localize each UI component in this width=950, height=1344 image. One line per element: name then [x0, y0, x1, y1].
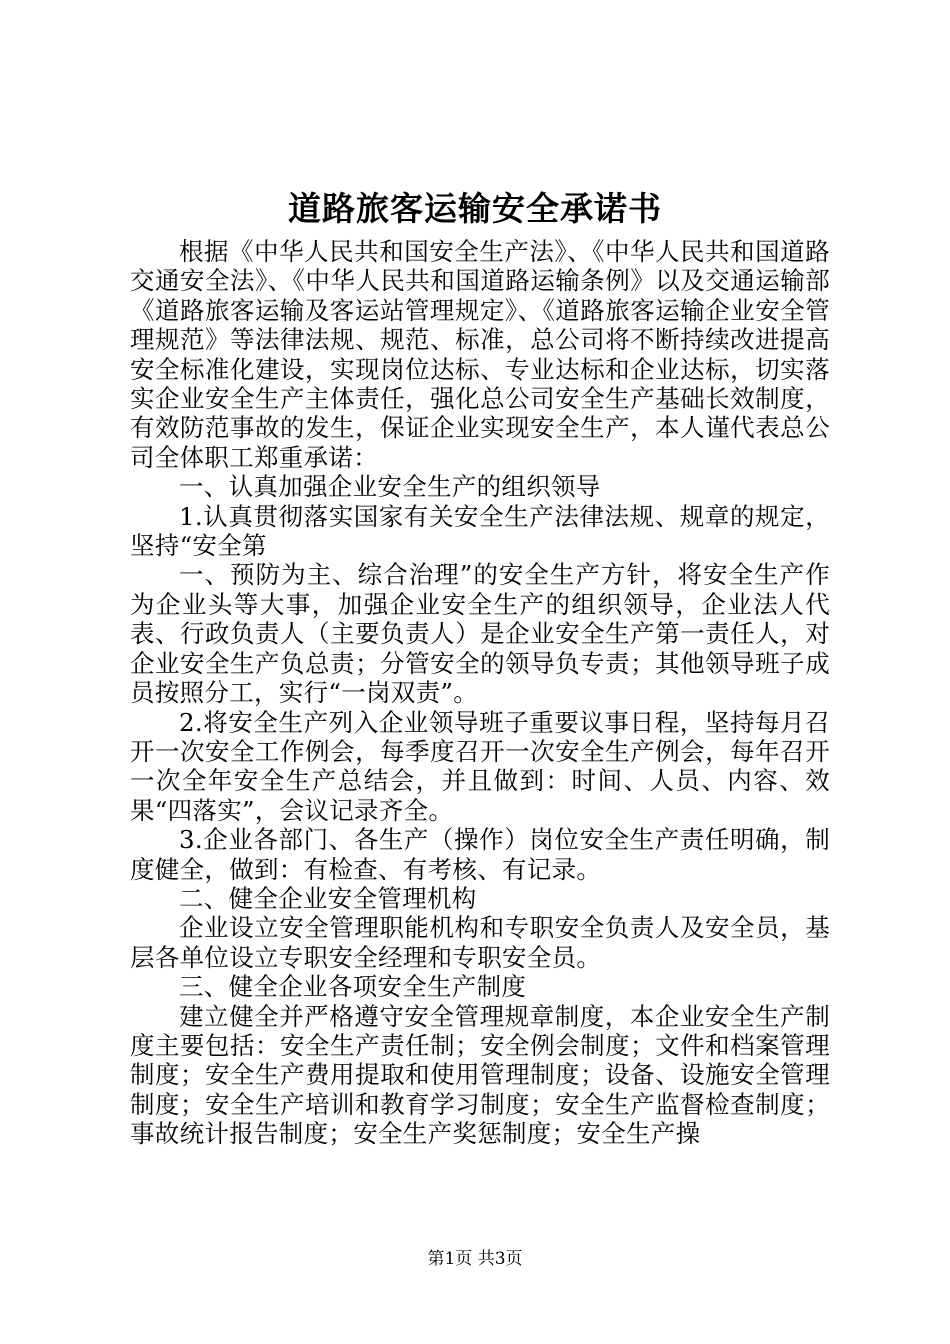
paragraph-item-2: 2.将安全生产列入企业领导班子重要议事日程，坚持每月召开一次安全工作例会，每季度召开一次安全生产例会，每年召开一次全年安全生产总结会，并且做到：时间、人员、内容、效果“四落实”，会议记录齐全。 [130, 707, 830, 825]
section-heading-3: 三、健全企业各项安全生产制度 [179, 972, 527, 1002]
section-heading-2: 二、健全企业安全管理机构 [179, 883, 477, 913]
paragraph-item-1: 1.认真贯彻落实国家有关安全生产法律法规、规章的规定，坚持“安全第 [130, 501, 830, 561]
page-number: 第1页 共3页 [427, 1249, 523, 1269]
paragraph-section-2: 企业设立安全管理职能机构和专职安全负责人及安全员，基层各单位设立专职安全经理和专职安全员。 [130, 913, 830, 972]
paragraph-item-3: 3.企业各部门、各生产（操作）岗位安全生产责任明确，制度健全，做到：有检查、有考核、有记录。 [130, 825, 830, 884]
section-heading-1: 一、认真加强企业安全生产的组织领导 [179, 472, 601, 502]
document-body [130, 237, 830, 1149]
document-title: 道路旅客运输安全承诺书 [288, 189, 662, 228]
paragraph-section-3: 建立健全并严格遵守安全管理规章制度，本企业安全生产制度主要包括：安全生产责任制；安全例会制度；文件和档案管理制度；安全生产费用提取和使用管理制度；设备、设施安全管理制度；安全生产培训和教育学习制度；安全生产监督检查制度；事故统计报告制度；安全生产奖惩制度；安全生产操 [130, 1001, 830, 1149]
paragraph-intro: 根据《中华人民共和国安全生产法》、《中华人民共和国道路交通安全法》、《中华人民共和国道路运输条例》以及交通运输部《道路旅客运输及客运站管理规定》、《道路旅客运输企业安全管理规范》等法律法规、规范、标准，总公司将不断持续改进提高安全标准化建设，实现岗位达标、专业达标和企业达标，切实落实企业安全生产主体责任，强化总公司安全生产基础长效制度，有效防范事故的发生，保证企业实现安全生产，本人谨代表总公司全体职工郑重承诺： [130, 237, 830, 472]
paragraph-item-1-cont: 一、预防为主、综合治理”的安全生产方针，将安全生产作为企业头等大事，加强企业安全生产的组织领导，企业法人代表、行政负责人（主要负责人）是企业安全生产第一责任人，对企业安全生产负总责；分管安全的领导负专责；其他领导班子成员按照分工，实行“一岗双责”。 [130, 560, 830, 708]
